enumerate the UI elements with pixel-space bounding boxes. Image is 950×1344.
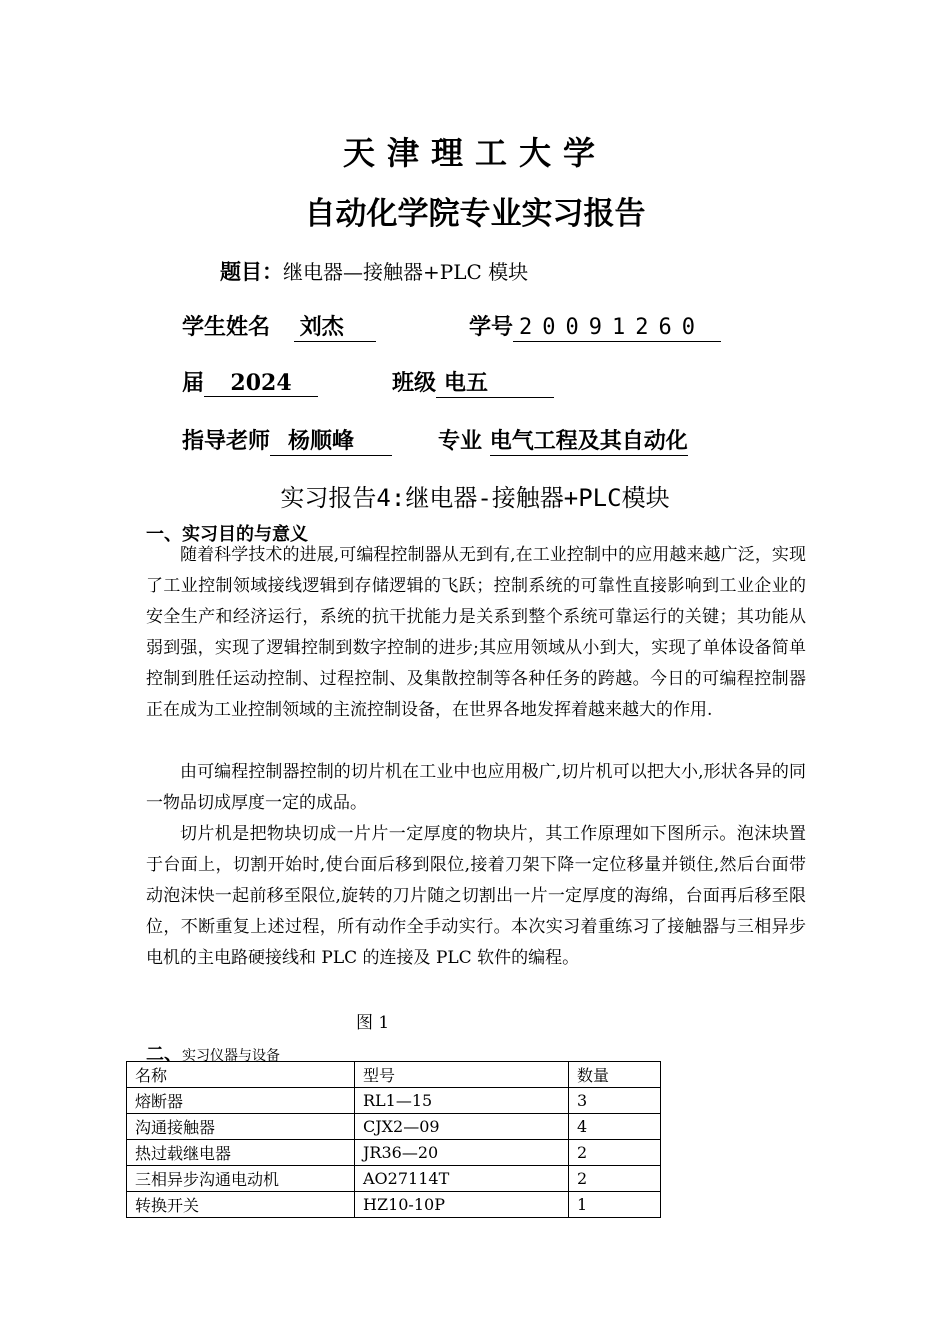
student-id-value: 20091260: [513, 315, 721, 342]
table-row: [127, 1166, 661, 1192]
paragraph-1: 随着科学技术的进展,可编程控制器从无到有,在工业控制中的应用越来越广泛，实现了工业控制领域接线逻辑到存储逻辑的飞跃；控制系统的可靠性直接影响到工业企业的安全生产和经济运行，系统的抗干扰能力是关系到整个系统可靠运行的关键；其功能从弱到强，实现了逻辑控制到数字控制的进步;其应用领域从小到大，实现了单体设备简单控制到胜任运动控制、过程控制、及集散控制等各种任务的跨越。今日的可编程控制器正在成为工业控制领域的主流控制设备，在世界各地发挥着越来越大的作用.: [146, 545, 806, 720]
student-name-label: 学生姓名: [182, 315, 271, 340]
paragraph-3: 切片机是把物块切成一片片一定厚度的物块片，其工作原理如下图所示。泡沫块置于台面上，切割开始时,使台面后移到限位,接着刀架下降一定位移量并锁住,然后台面带动泡沫快一起前移至限位,旋转的刀片随之切割出一片一定厚度的海绵，台面再后移至限位，不断重复上述过程，所有动作全手动实行。本次实习着重练习了接触器与三相异步电机的主电路硬接线和 PLC 的连接及 PLC 软件的编程。: [146, 824, 806, 968]
table-row: [127, 1140, 661, 1166]
cell-model: RL1—15: [355, 1088, 569, 1114]
cell-model: AO27114T: [355, 1166, 569, 1192]
table-header-row: [127, 1062, 661, 1088]
student-name-field: [182, 310, 376, 342]
year-value: 2024: [204, 370, 318, 397]
advisor-value: 杨顺峰: [270, 429, 392, 456]
student-name-text: 刘杰: [299, 315, 344, 340]
major-field: [438, 424, 688, 456]
cell-quantity: 4: [569, 1114, 661, 1140]
section-2-prefix: 二、: [146, 1044, 182, 1065]
advisor-label: 指导老师: [182, 429, 271, 454]
cell-quantity: 3: [569, 1088, 661, 1114]
cell-quantity: 1: [569, 1192, 661, 1218]
student-id-field: [469, 310, 721, 342]
major-value: 电气工程及其自动化: [489, 429, 688, 454]
cell-name: 沟通接触器: [127, 1114, 355, 1140]
topic-label: 题目：: [220, 260, 283, 284]
major-label: 专业: [438, 429, 483, 454]
report-title: 自动化学院专业实习报告: [304, 196, 646, 232]
table-row: [127, 1088, 661, 1114]
class-value: 电五: [436, 371, 554, 398]
advisor-field: [182, 424, 392, 456]
cell-quantity: 2: [569, 1166, 661, 1192]
header-quantity: 数量: [569, 1062, 661, 1088]
figure-caption: 图 1: [356, 1013, 390, 1033]
student-id-label: 学号: [469, 315, 514, 340]
paragraph-2: 由可编程控制器控制的切片机在工业中也应用极广,切片机可以把大小,形状各异的同一物品切成厚度一定的成品。: [146, 762, 806, 813]
cell-name: 三相异步沟通电动机: [127, 1166, 355, 1192]
cell-quantity: 2: [569, 1140, 661, 1166]
header-model: 型号: [355, 1062, 569, 1088]
equipment-table: [126, 1061, 661, 1218]
section-1-heading: 一、实习目的与意义: [146, 524, 308, 545]
cell-model: JR36—20: [355, 1140, 569, 1166]
section-2-title: 实习仪器与设备: [182, 1048, 280, 1064]
class-field: [392, 366, 554, 398]
report-subtitle: 实习报告4:继电器-接触器+PLC模块: [280, 484, 670, 512]
year-label: 届: [182, 371, 205, 396]
table-row: [127, 1192, 661, 1218]
table-row: [127, 1114, 661, 1140]
topic-value: 继电器—接触器+PLC 模块: [283, 260, 529, 284]
student-name-value: [294, 315, 376, 342]
cell-model: HZ10-10P: [355, 1192, 569, 1218]
cell-name: 热过载继电器: [127, 1140, 355, 1166]
topic-line: [220, 256, 528, 286]
cell-model: CJX2—09: [355, 1114, 569, 1140]
header-name: 名称: [127, 1062, 355, 1088]
cell-name: 熔断器: [127, 1088, 355, 1114]
cell-name: 转换开关: [127, 1192, 355, 1218]
class-label: 班级: [392, 371, 437, 396]
year-field: [182, 366, 318, 397]
university-name: 天津理工大学: [342, 134, 607, 172]
